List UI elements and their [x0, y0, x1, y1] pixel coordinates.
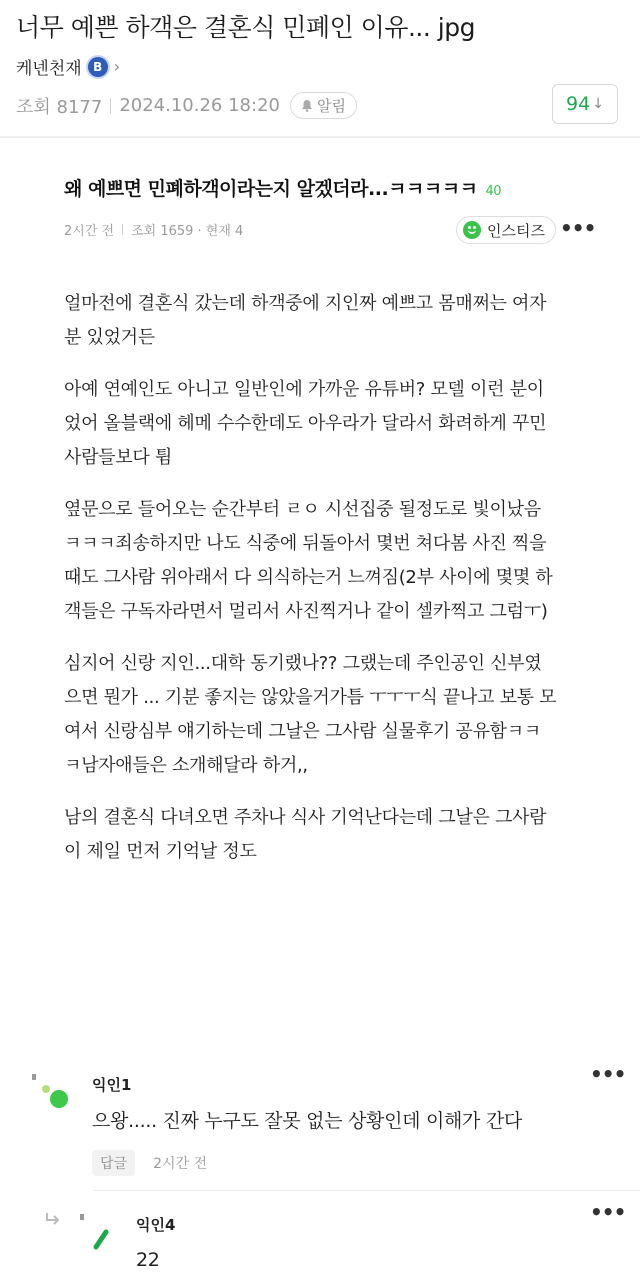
text-line: 때도 그사람 위아래서 다 의식하는거 느껴짐(2부 사이에 몇몇 하: [64, 567, 553, 588]
chevron-right-icon: ›: [113, 57, 121, 76]
inner-post-title: [64, 174, 501, 201]
text-line: 었어 올블랙에 헤메 수수한데도 아우라가 달라서 화려하게 꾸민: [64, 413, 547, 434]
arrow-down-icon: ↓: [592, 96, 604, 112]
alarm-button[interactable]: [290, 92, 357, 119]
inner-post-title-text: 왜 예쁘면 민폐하객이라는지 알겠더라...ㅋㅋㅋㅋㅋ: [64, 178, 478, 200]
commenter-avatar-icon: [30, 1072, 74, 1112]
commenter-name: 익인1: [92, 1076, 132, 1094]
text-line: 분 있었거든: [64, 327, 155, 348]
bell-icon: [301, 99, 313, 112]
post-body: [64, 287, 584, 887]
commenter-name: 익인4: [136, 1216, 176, 1234]
reply-arrow-icon: [44, 1212, 62, 1226]
inner-comment-count: 40: [485, 184, 501, 199]
commenter-avatar-icon: [78, 1212, 114, 1252]
more-options-icon[interactable]: •••: [560, 216, 596, 240]
text-line: 아예 연예인도 아니고 일반인에 가까운 유튜버? 모델 이런 분이: [64, 379, 544, 400]
view-count: 조회 8177: [16, 96, 103, 118]
text-line: 얼마전에 결혼식 갔는데 하객중에 지인짜 예쁘고 몸매쩌는 여자: [64, 293, 547, 314]
comment-time: 2시간 전: [153, 1156, 207, 1172]
source-label: 인스티즈: [487, 221, 545, 240]
text-line: 남의 결혼식 다녀오면 주차나 식사 기억난다는데 그날은 그사람: [64, 807, 547, 828]
comment-actions: [92, 1150, 207, 1176]
text-line: 여서 신랑심부 얘기하는데 그날은 그사람 실물후기 공유함ㅋㅋ: [64, 721, 541, 742]
comment-more-icon[interactable]: •••: [590, 1200, 626, 1224]
paragraph-5: [64, 801, 584, 869]
page-title: 너무 예쁜 하객은 결혼식 민폐인 이유... jpg: [16, 13, 475, 42]
source-chip[interactable]: [456, 216, 556, 244]
text-line: 이 제일 먼저 기억날 정도: [64, 841, 257, 862]
post-datetime: 2024.10.26 18:20: [119, 95, 280, 116]
reply-button[interactable]: 답글: [92, 1150, 135, 1176]
paragraph-3: [64, 493, 584, 629]
smile-icon: [463, 221, 481, 239]
comment-count-button[interactable]: [552, 84, 618, 124]
inner-post-time: 2시간 전: [64, 224, 115, 239]
text-line: 심지어 신랑 지인...대학 동기랬나?? 그랬는데 주인공인 신부였: [64, 653, 542, 674]
paragraph-4: [64, 647, 584, 783]
alarm-label: 알림: [316, 97, 346, 115]
paragraph-2: [64, 373, 584, 475]
level-badge-icon: B: [88, 57, 108, 77]
comment-text: 22: [136, 1249, 160, 1271]
comment-count: 94: [566, 93, 591, 115]
post-meta: [16, 92, 357, 119]
author-link[interactable]: [16, 54, 120, 79]
text-line: ㅋㅋㅋ죄송하지만 나도 식중에 뒤돌아서 몇번 쳐다봄 사진 찍을: [64, 533, 547, 554]
header-divider: [0, 136, 640, 138]
paragraph-1: [64, 287, 584, 355]
text-line: ㅋ남자애들은 소개해달라 하거,,: [64, 755, 308, 776]
meta-divider: [122, 224, 123, 235]
text-line: 사람들보다 튐: [64, 447, 172, 468]
meta-divider: [110, 98, 111, 114]
inner-post-views: 조회 1659 · 현재 4: [131, 224, 244, 239]
author-name: 케넨천재: [16, 59, 82, 79]
text-line: 옆문으로 들어오는 순간부터 ㄹㅇ 시선집중 될정도로 빛이났음: [64, 499, 541, 520]
comment-more-icon[interactable]: •••: [590, 1062, 626, 1086]
text-line: 으면 뭔가 ... 기분 좋지는 않았을거가틈 ㅜㅜㅜ식 끝나고 보통 모: [64, 687, 557, 708]
comment-divider: [94, 1190, 640, 1191]
comment-text: 으왕..... 진짜 누구도 잘못 없는 상황인데 이해가 간다: [92, 1110, 522, 1132]
text-line: 객들은 구독자라면서 멀리서 사진찍거나 같이 셀카찍고 그럼ㅜ): [64, 601, 548, 622]
inner-post-meta: [64, 220, 243, 239]
